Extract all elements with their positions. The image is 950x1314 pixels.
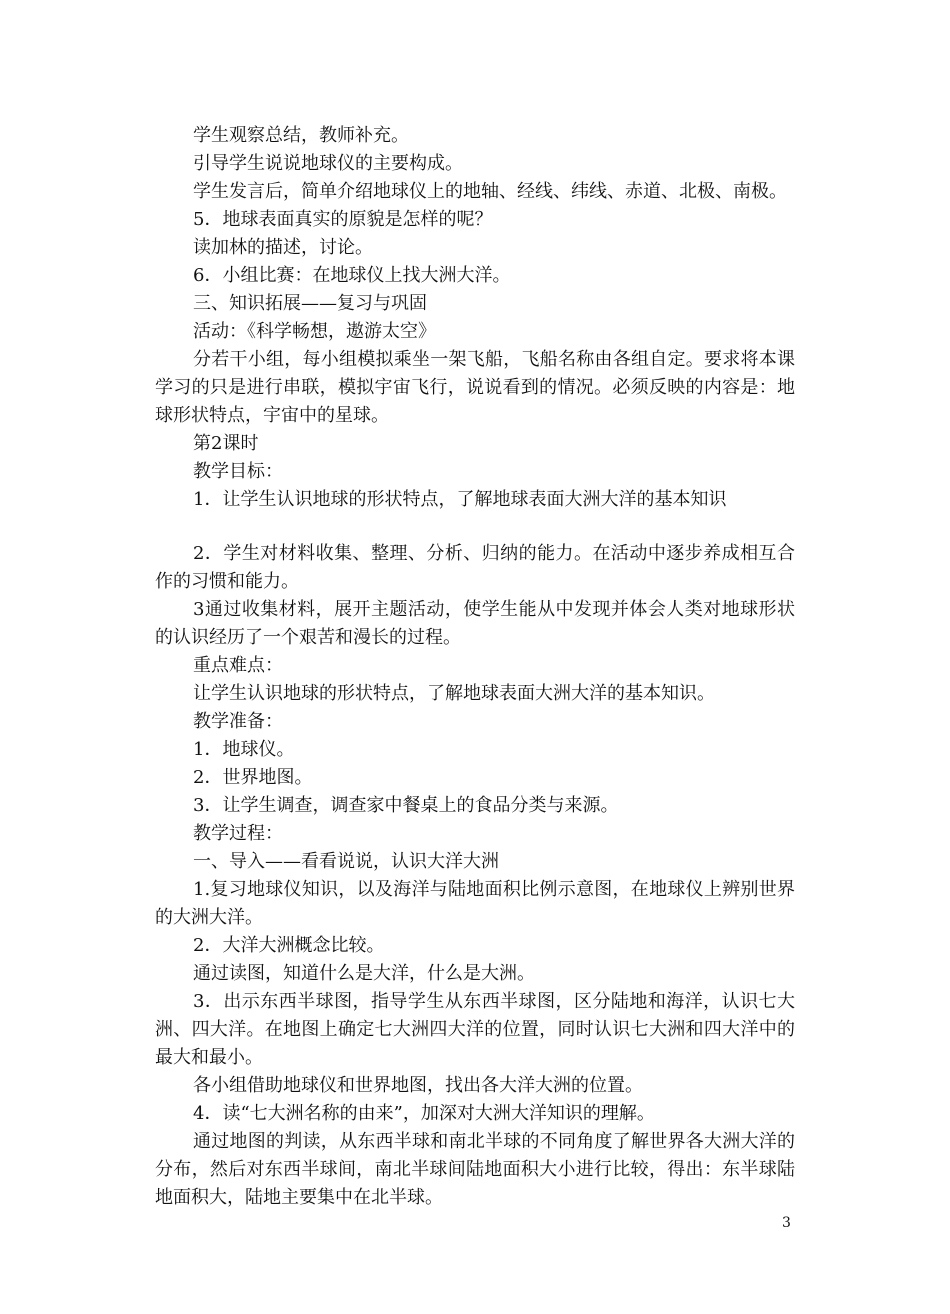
lesson-heading: 第2课时	[193, 433, 259, 454]
paragraph: 让学生认识地球的形状特点，了解地球表面大洲大洋的基本知识。	[193, 683, 715, 704]
blank-line	[155, 514, 795, 540]
paragraph: 读加林的描述，讨论。	[193, 237, 373, 258]
paragraph: 3．让学生调查，调查家中餐桌上的食品分类与来源。	[193, 795, 619, 816]
document-body	[155, 122, 795, 1212]
paragraph: 学生发言后，简单介绍地球仪上的地轴、经线、纬线、赤道、北极、南极。	[193, 181, 787, 202]
paragraph: 2．世界地图。	[193, 767, 313, 788]
paragraph: 教学过程：	[193, 823, 283, 844]
paragraph: 1．让学生认识地球的形状特点，了解地球表面大洲大洋的基本知识	[193, 489, 727, 510]
paragraph: 5．地球表面真实的原貌是怎样的呢？	[193, 209, 493, 230]
paragraph: 通过读图，知道什么是大洋，什么是大洲。	[193, 963, 535, 984]
section-heading: 三、知识拓展——复习与巩固	[193, 293, 427, 314]
paragraph: 2．学生对材料收集、整理、分析、归纳的能力。在活动中逐步养成相互合作的习惯和能力。	[155, 543, 795, 592]
paragraph: 各小组借助地球仪和世界地图，找出各大洋大洲的位置。	[193, 1075, 643, 1096]
section-heading: 一、导入——看看说说，认识大洋大洲	[193, 851, 499, 872]
paragraph: 1.复习地球仪知识，以及海洋与陆地面积比例示意图，在地球仪上辨别世界的大洲大洋。	[155, 879, 795, 928]
paragraph: 分若干小组，每小组模拟乘坐一架飞船，飞船名称由各组自定。要求将本课学习的只是进行串联，模拟宇宙飞行，说说看到的情况。必须反映的内容是：地球形状特点，宇宙中的星球。	[155, 349, 795, 426]
paragraph: 通过地图的判读，从东西半球和南北半球的不同角度了解世界各大洲大洋的分布，然后对东西半球间，南北半球间陆地面积大小进行比较，得出：东半球陆地面积大，陆地主要集中在北半球。	[155, 1131, 795, 1208]
paragraph: 教学目标：	[193, 461, 283, 482]
paragraph: 活动：《科学畅想，遨游太空》	[193, 321, 436, 342]
paragraph: 4．读“七大洲名称的由来”，加深对大洲大洋知识的理解。	[193, 1103, 655, 1124]
paragraph: 重点难点：	[193, 655, 283, 676]
paragraph: 教学准备：	[193, 711, 283, 732]
page-number: 3	[782, 1215, 791, 1231]
paragraph: 1．地球仪。	[193, 739, 295, 760]
paragraph: 3．出示东西半球图，指导学生从东西半球图，区分陆地和海洋，认识七大洲、四大洋。在地图上确定七大洲四大洋的位置，同时认识七大洲和四大洋中的最大和最小。	[155, 991, 795, 1068]
paragraph: 引导学生说说地球仪的主要构成。	[193, 153, 463, 174]
paragraph: 6．小组比赛：在地球仪上找大洲大洋。	[193, 265, 511, 286]
paragraph: 3通过收集材料，展开主题活动，使学生能从中发现并体会人类对地球形状的认识经历了一个艰苦和漫长的过程。	[155, 599, 795, 648]
paragraph: 学生观察总结，教师补充。	[193, 125, 409, 146]
paragraph: 2．大洋大洲概念比较。	[193, 935, 385, 956]
